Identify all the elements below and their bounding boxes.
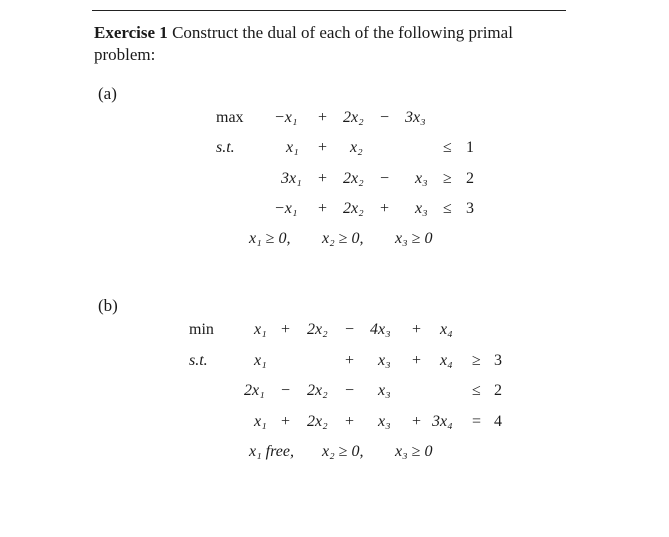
part-a-max-keyword: max [216,109,244,126]
rhs: 2 [494,382,502,399]
relation: ≤ [472,382,481,399]
operator: + [281,321,291,338]
term: 3x₄ [432,413,453,430]
term: 2x₂ [343,170,364,187]
relation: = [472,413,482,430]
term: x₄ [440,321,453,338]
operator: + [318,170,328,187]
term: 2x₂ [343,109,364,126]
term: x₄ [440,352,453,369]
exercise-statement [94,22,574,66]
operator: + [412,413,422,430]
part-a-st-keyword: s.t. [216,139,235,156]
term: 2x₂ [307,413,328,430]
term: x₃ [378,413,391,430]
term: x₁ [254,321,267,338]
bound: x₁ free, [249,443,294,460]
term: 2x₂ [343,200,364,217]
term: x₃ [415,200,428,217]
operator: + [318,109,328,126]
rhs: 4 [494,413,502,430]
term: 2x₁ [244,382,265,399]
relation: ≥ [472,352,481,369]
rhs: 2 [466,170,474,187]
operator: + [281,413,291,430]
bound: x₂ ≥ 0, [322,230,364,247]
operator: − [345,321,355,338]
part-b-min-keyword: min [189,321,214,338]
relation: ≤ [443,200,452,217]
bound: x₃ ≥ 0 [395,230,433,247]
term: x₁ [286,139,299,156]
operator: − [345,382,355,399]
term: −x₁ [274,200,298,217]
operator: + [345,413,355,430]
bound: x₁ ≥ 0, [249,230,291,247]
rhs: 1 [466,139,474,156]
term: x₃ [415,170,428,187]
operator: − [380,109,390,126]
operator: + [412,321,422,338]
top-rule [92,10,566,11]
term: 3x₃ [405,109,426,126]
operator: + [412,352,422,369]
term: x₁ [254,352,267,369]
operator: + [318,139,328,156]
rhs: 3 [494,352,502,369]
part-a-label: (a) [98,84,117,103]
exercise-text: Construct the dual of each of the following primal problem: [94,23,513,64]
operator: + [345,352,355,369]
exercise-label: Exercise 1 [94,23,168,42]
term: 2x₂ [307,321,328,338]
term: x₂ [350,139,363,156]
term: −x₁ [274,109,298,126]
operator: − [380,170,390,187]
bound: x₃ ≥ 0 [395,443,433,460]
relation: ≥ [443,170,452,187]
term: x₃ [378,382,391,399]
relation: ≤ [443,139,452,156]
term: 2x₂ [307,382,328,399]
rhs: 3 [466,200,474,217]
operator: + [380,200,390,217]
operator: − [281,382,291,399]
term: x₃ [378,352,391,369]
term: x₁ [254,413,267,430]
part-b-st-keyword: s.t. [189,352,208,369]
term: 4x₃ [370,321,391,338]
operator: + [318,200,328,217]
part-b-label: (b) [98,296,118,315]
bound: x₂ ≥ 0, [322,443,364,460]
term: 3x₁ [281,170,302,187]
